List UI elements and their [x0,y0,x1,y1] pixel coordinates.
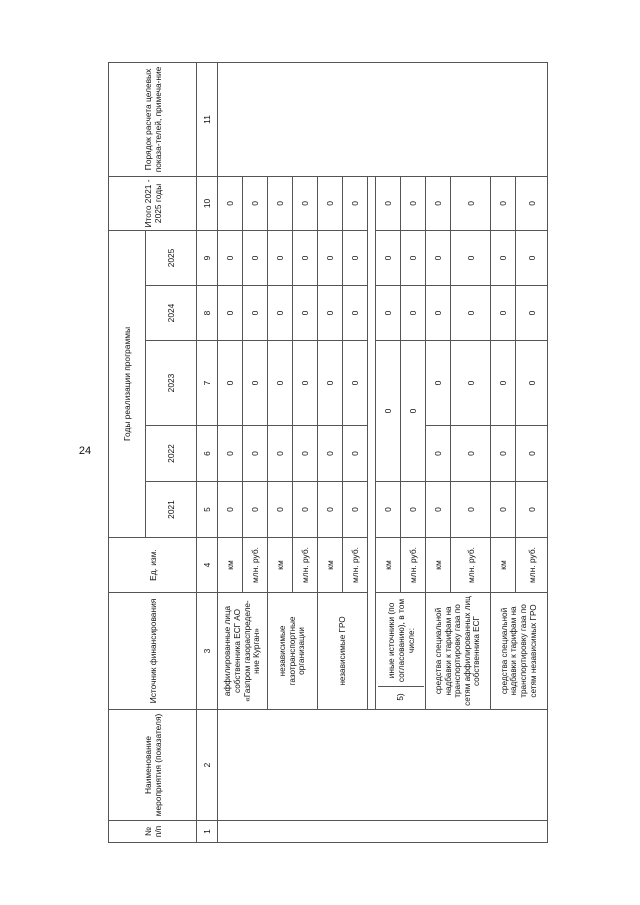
value-cell: 0 [401,176,426,230]
header-name: Наименование мероприятия (показателя) [109,710,197,821]
table-row [218,62,243,842]
value-cell: 0 [343,230,368,285]
value-cell: 0 [218,230,243,285]
unit-cell: км [376,538,401,593]
value-cell: 0 [516,230,548,285]
source-other-index: 5) [378,687,424,708]
financing-table [108,62,548,843]
value-cell: 0 [401,482,426,538]
cell-empty [218,821,548,843]
value-cell: 0 [318,176,343,230]
header-unit: Ед. изм. [109,538,197,593]
value-cell: 0 [376,176,401,230]
value-cell: 0 [218,176,243,230]
value-cell: 0 [451,426,491,482]
value-cell: 0 [318,482,343,538]
value-cell: 0 [268,176,293,230]
value-cell: 0 [218,341,243,426]
col-number: 4 [197,538,218,593]
unit-cell: млн. руб. [451,538,491,593]
unit-cell: млн. руб. [516,538,548,593]
unit-cell: км [491,538,516,593]
value-cell: 0 [491,341,516,426]
value-cell: 0 [268,286,293,341]
source-surcharge-gro: средства специальной надбавки к тарифам на транспортировку газа по сетям независимых ГРО [491,593,548,710]
header-source: Источник финансирования [109,593,197,710]
value-cell: 0 [218,426,243,482]
value-cell: 0 [491,230,516,285]
value-cell: 0 [318,426,343,482]
col-number: 6 [197,426,218,482]
value-cell: 0 [516,426,548,482]
value-cell: 0 [491,426,516,482]
source-independent-gto: независимые газотранспортные организации [268,593,318,710]
value-cell: 0 [293,286,318,341]
value-cell: 0 [516,176,548,230]
unit-cell: км [268,538,293,593]
col-number: 11 [197,62,218,176]
col-number: 7 [197,341,218,426]
value-cell: 0 [343,482,368,538]
value-cell: 0 [318,230,343,285]
value-cell: 0 [243,286,268,341]
cell-empty [218,62,548,176]
source-affiliated: аффилированные лица собственника ЕСГ АО «Газпром газораспределе-ние Курган» [218,593,268,710]
value-cell: 0 [451,341,491,426]
cell-empty [218,710,548,821]
value-cell: 0 [243,176,268,230]
col-number: 9 [197,230,218,285]
col-number: 1 [197,821,218,843]
value-cell: 0 [426,426,451,482]
col-number: 8 [197,286,218,341]
source-other-inner [378,595,424,707]
value-cell: 0 [516,286,548,341]
source-other-label: иные источники (по согласованию), в том числе: [385,598,416,683]
value-cell: 0 [268,482,293,538]
header-year: 2023 [146,341,197,426]
value-cell: 0 [318,286,343,341]
value-cell: 0 [318,341,343,426]
value-cell: 0 [401,230,426,285]
col-number: 2 [197,710,218,821]
header-row-1 [109,62,146,842]
value-cell: 0 [376,482,401,538]
header-year: 2025 [146,230,197,285]
header-num: № п/п [109,821,197,843]
value-cell: 0 [218,482,243,538]
value-cell: 0 [243,230,268,285]
page-number: 24 [78,445,92,457]
value-cell: 0 [243,426,268,482]
value-cell: 0 [376,230,401,285]
rotated-table-container [108,63,588,843]
value-cell: 0 [491,286,516,341]
value-cell: 0 [451,230,491,285]
value-cell: 0 [451,482,491,538]
unit-cell: км [426,538,451,593]
value-cell: 0 [343,286,368,341]
value-cell: 0 [243,341,268,426]
value-cell-merged: 0 [401,341,426,482]
unit-cell: млн. руб. [293,538,318,593]
header-year: 2024 [146,286,197,341]
value-cell: 0 [516,341,548,426]
value-cell: 0 [343,341,368,426]
source-independent-gro: независимые ГРО [318,593,368,710]
col-number: 10 [197,176,218,230]
header-year: 2022 [146,426,197,482]
column-numbers-row [197,62,218,842]
value-cell: 0 [218,286,243,341]
value-cell: 0 [268,426,293,482]
value-cell: 0 [426,230,451,285]
header-order: Порядок расчета целевых показа-телей, примеча-ние [109,62,197,176]
header-total: Итого 2021 - 2025 годы [109,176,197,230]
value-cell-merged: 0 [376,341,401,482]
source-other [376,593,426,710]
value-cell: 0 [293,482,318,538]
value-cell: 0 [426,286,451,341]
col-number: 3 [197,593,218,710]
col-number: 5 [197,482,218,538]
unit-cell: км [218,538,243,593]
value-cell: 0 [491,482,516,538]
value-cell: 0 [293,341,318,426]
unit-cell: млн. руб. [243,538,268,593]
value-cell: 0 [451,176,491,230]
value-cell: 0 [293,176,318,230]
source-surcharge-affiliated: средства специальной надбавки к тарифам на транспортировку газа по сетям аффилированных лиц собственника ЕСГ [426,593,491,710]
value-cell: 0 [426,482,451,538]
value-cell: 0 [243,482,268,538]
value-cell: 0 [491,176,516,230]
value-cell: 0 [293,230,318,285]
unit-cell: км [318,538,343,593]
value-cell: 0 [451,286,491,341]
cell-empty [368,176,376,709]
unit-cell: млн. руб. [343,538,368,593]
value-cell: 0 [343,176,368,230]
value-cell: 0 [516,482,548,538]
header-years-group: Годы реализации программы [109,230,146,537]
value-cell: 0 [401,286,426,341]
unit-cell: млн. руб. [401,538,426,593]
value-cell: 0 [376,286,401,341]
value-cell: 0 [343,426,368,482]
value-cell: 0 [426,341,451,426]
value-cell: 0 [268,230,293,285]
value-cell: 0 [293,426,318,482]
value-cell: 0 [268,341,293,426]
value-cell: 0 [426,176,451,230]
header-year: 2021 [146,482,197,538]
